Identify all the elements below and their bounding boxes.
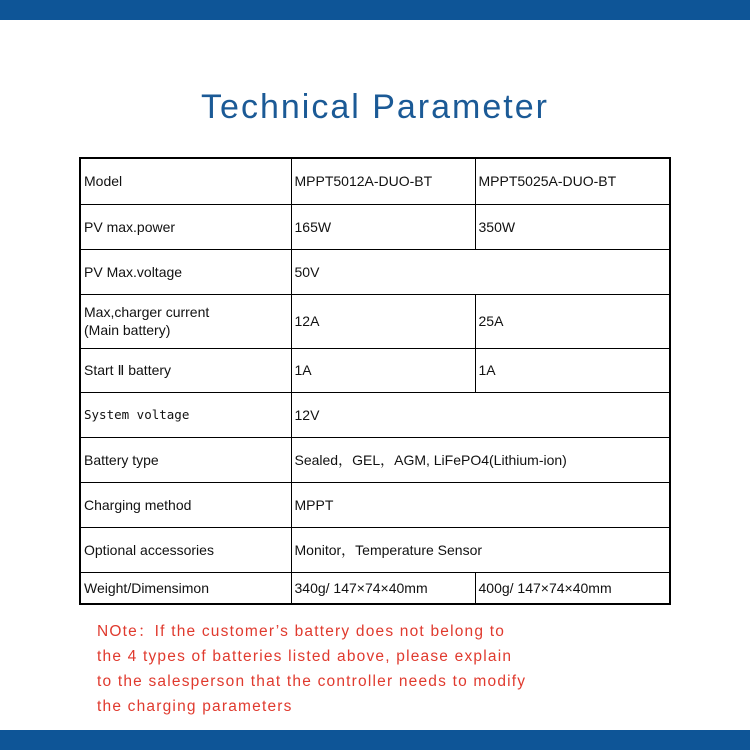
cell-value: 12V (291, 392, 670, 437)
cell-value: MPPT5025A-DUO-BT (475, 158, 670, 204)
row-label: Start Ⅱ battery (80, 348, 291, 392)
bottom-band (0, 730, 750, 750)
row-label-line: (Main battery) (84, 322, 171, 338)
row-label: System voltage (80, 392, 291, 437)
cell-value: MPPT (291, 482, 670, 527)
cell-value: 50V (291, 249, 670, 294)
cell-value: Monitor，Temperature Sensor (291, 527, 670, 572)
table-row-start-battery (80, 348, 670, 392)
row-label: PV max.power (80, 204, 291, 249)
note-line: NOte：If the customer’s battery does not belong to (97, 623, 506, 640)
note-text (97, 619, 657, 719)
row-label: Optional accessories (80, 527, 291, 572)
cell-value: 340g/ 147×74×40mm (291, 572, 475, 604)
row-label: Weight/Dimensimon (80, 572, 291, 604)
cell-value: MPPT5012A-DUO-BT (291, 158, 475, 204)
row-label: Model (80, 158, 291, 204)
table-row-battery-type (80, 437, 670, 482)
table-row-pv-power (80, 204, 670, 249)
table-row-charging-method (80, 482, 670, 527)
table-row-accessories (80, 527, 670, 572)
note-line: the charging parameters (97, 698, 293, 715)
cell-value: 400g/ 147×74×40mm (475, 572, 670, 604)
note-line: to the salesperson that the controller needs to modify (97, 673, 527, 690)
cell-value: Sealed，GEL，AGM, LiFePO4(Lithium-ion) (291, 437, 670, 482)
row-label: Battery type (80, 437, 291, 482)
row-label (80, 294, 291, 348)
cell-value: 350W (475, 204, 670, 249)
cell-value: 25A (475, 294, 670, 348)
row-label: PV Max.voltage (80, 249, 291, 294)
table-row-system-voltage (80, 392, 670, 437)
top-band (0, 0, 750, 20)
cell-value: 165W (291, 204, 475, 249)
table-row-pv-voltage (80, 249, 670, 294)
page-title: Technical Parameter (201, 88, 549, 126)
cell-value: 1A (475, 348, 670, 392)
row-label-line: Max,charger current (84, 304, 210, 320)
table-row-weight (80, 572, 670, 604)
cell-value: 1A (291, 348, 475, 392)
parameter-table (79, 157, 671, 605)
table-row-model (80, 158, 670, 204)
cell-value: 12A (291, 294, 475, 348)
note-line: the 4 types of batteries listed above, please explain (97, 648, 513, 665)
table-row-charger-current (80, 294, 670, 348)
row-label: Charging method (80, 482, 291, 527)
